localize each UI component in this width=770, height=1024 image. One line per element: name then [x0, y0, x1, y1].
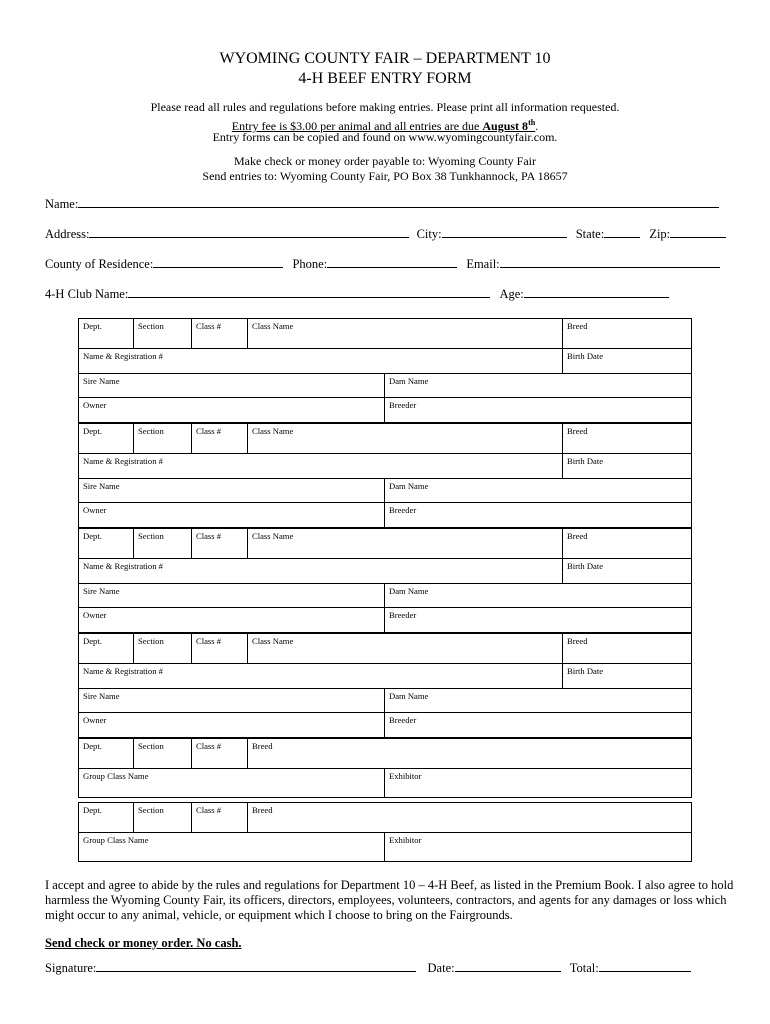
form-title-line1: WYOMING COUNTY FAIR – DEPARTMENT 10 [219, 50, 551, 67]
dam-name-cell[interactable]: Dam Name [389, 481, 429, 491]
name-row [45, 196, 719, 212]
entry-row-class [79, 529, 691, 559]
state-field[interactable] [604, 226, 640, 238]
group-row-name [79, 833, 691, 861]
owner-cell[interactable]: Owner [79, 503, 385, 527]
email-label: Email: [466, 257, 500, 271]
signature-field[interactable] [96, 960, 416, 972]
club-field[interactable] [128, 286, 490, 298]
name-label: Name: [45, 197, 79, 211]
signature-row [45, 960, 691, 976]
dept-cell[interactable]: Dept. [79, 634, 134, 663]
club-row [45, 286, 669, 302]
section-cell[interactable]: Section [134, 739, 192, 768]
phone-label: Phone: [292, 257, 328, 271]
county-row [45, 256, 720, 272]
entry-table [78, 423, 692, 528]
group-table [78, 738, 692, 798]
sire-name-cell[interactable]: Sire Name [79, 689, 385, 712]
class-name-cell[interactable]: Class Name [248, 424, 563, 453]
email-field[interactable] [500, 256, 720, 268]
exhibitor-cell[interactable]: Exhibitor [389, 835, 422, 845]
class-number-cell[interactable]: Class # [192, 739, 248, 768]
form-title-line2: 4-H BEEF ENTRY FORM [298, 70, 472, 87]
breeder-cell[interactable]: Breeder [389, 505, 417, 515]
address-row [45, 226, 726, 242]
name-field[interactable] [78, 196, 719, 208]
intro-line-website: Entry forms can be copied and found on www.wyomingcountyfair.com. [212, 130, 558, 144]
dam-name-cell[interactable]: Dam Name [389, 691, 429, 701]
section-cell[interactable]: Section [134, 634, 192, 663]
sire-name-cell[interactable]: Sire Name [79, 584, 385, 607]
entry-row-owner [79, 713, 691, 737]
intro-line-fee: Entry fee is $3.00 per animal and all entries are due August 8th. [231, 118, 539, 133]
address-field[interactable] [89, 226, 409, 238]
entry-row-owner [79, 398, 691, 422]
exhibitor-cell[interactable]: Exhibitor [389, 771, 422, 781]
breeder-cell[interactable]: Breeder [389, 715, 417, 725]
name-registration-cell[interactable]: Name & Registration # [79, 454, 563, 478]
entry-row-sire [79, 689, 691, 713]
entry-row-name [79, 454, 691, 479]
agreement-text: I accept and agree to abide by the rules and regulations for Department 10 – 4-H Beef, as listed in the Premium Book. I also agree to hold harmless the Wyoming County Fair, its officers, directors, employees, volunteers, contractors, and agents for any damages or loss which might occur to any animal, vehicle, or equipment which I choose to bring on the Fairgrounds. [45, 878, 734, 922]
class-name-cell[interactable]: Class Name [248, 319, 563, 348]
due-date: August 8th [482, 118, 536, 133]
age-field[interactable] [524, 286, 669, 298]
group-class-name-cell[interactable]: Group Class Name [79, 769, 385, 797]
group-row-class [79, 803, 691, 833]
class-number-cell[interactable]: Class # [192, 529, 248, 558]
intro-line-rules: Please read all rules and regulations before making entries. Please print all information requested. [150, 100, 620, 114]
section-cell[interactable]: Section [134, 529, 192, 558]
entry-row-name [79, 559, 691, 584]
entry-table [78, 528, 692, 633]
no-cash-notice: Send check or money order. No cash. [45, 936, 242, 950]
entry-table [78, 318, 692, 423]
city-field[interactable] [442, 226, 567, 238]
section-cell[interactable]: Section [134, 424, 192, 453]
entry-row-sire [79, 374, 691, 398]
breeder-cell[interactable]: Breeder [389, 610, 417, 620]
owner-cell[interactable]: Owner [79, 713, 385, 737]
birth-date-cell[interactable]: Birth Date [567, 561, 604, 571]
class-name-cell[interactable]: Class Name [248, 529, 563, 558]
class-number-cell[interactable]: Class # [192, 803, 248, 832]
date-field[interactable] [455, 960, 561, 972]
birth-date-cell[interactable]: Birth Date [567, 666, 604, 676]
dept-cell[interactable]: Dept. [79, 319, 134, 348]
breed-cell[interactable]: Breed [567, 531, 588, 541]
dam-name-cell[interactable]: Dam Name [389, 376, 429, 386]
dept-cell[interactable]: Dept. [79, 803, 134, 832]
total-field[interactable] [599, 960, 691, 972]
name-registration-cell[interactable]: Name & Registration # [79, 559, 563, 583]
entry-table [78, 633, 692, 738]
intro-line-send-to: Send entries to: Wyoming County Fair, PO Box 38 Tunkhannock, PA 18657 [202, 169, 568, 183]
birth-date-cell[interactable]: Birth Date [567, 351, 604, 361]
date-label: Date: [427, 961, 455, 975]
state-label: State: [575, 227, 605, 241]
club-label: 4-H Club Name: [45, 287, 129, 301]
name-registration-cell[interactable]: Name & Registration # [79, 349, 563, 373]
class-name-cell[interactable]: Class Name [248, 634, 563, 663]
county-label: County of Residence: [45, 257, 154, 271]
entry-row-class [79, 319, 691, 349]
dept-cell[interactable]: Dept. [79, 739, 134, 768]
breed-cell[interactable]: Breed [567, 426, 588, 436]
zip-label: Zip: [649, 227, 671, 241]
entry-row-name [79, 349, 691, 374]
address-label: Address: [45, 227, 90, 241]
total-label: Total: [569, 961, 599, 975]
birth-date-cell[interactable]: Birth Date [567, 456, 604, 466]
entry-row-owner [79, 503, 691, 527]
breed-cell[interactable]: Breed [252, 805, 273, 815]
section-cell[interactable]: Section [134, 803, 192, 832]
breeder-cell[interactable]: Breeder [389, 400, 417, 410]
entry-row-sire [79, 584, 691, 608]
zip-field[interactable] [670, 226, 726, 238]
class-number-cell[interactable]: Class # [192, 424, 248, 453]
fee-text: Entry fee is $3.00 per animal and all entries are due August 8th [231, 118, 536, 133]
city-label: City: [416, 227, 442, 241]
owner-cell[interactable]: Owner [79, 608, 385, 632]
signature-label: Signature: [45, 961, 97, 975]
section-cell[interactable]: Section [134, 319, 192, 348]
dept-cell[interactable]: Dept. [79, 424, 134, 453]
sire-name-cell[interactable]: Sire Name [79, 374, 385, 397]
class-number-cell[interactable]: Class # [192, 634, 248, 663]
breed-cell[interactable]: Breed [567, 636, 588, 646]
entry-row-owner [79, 608, 691, 632]
breed-cell[interactable]: Breed [567, 321, 588, 331]
breed-cell[interactable]: Breed [252, 741, 273, 751]
phone-field[interactable] [327, 256, 457, 268]
group-table [78, 802, 692, 862]
dam-name-cell[interactable]: Dam Name [389, 586, 429, 596]
entry-row-class [79, 424, 691, 454]
name-registration-cell[interactable]: Name & Registration # [79, 664, 563, 688]
sire-name-cell[interactable]: Sire Name [79, 479, 385, 502]
owner-cell[interactable]: Owner [79, 398, 385, 422]
group-class-name-cell[interactable]: Group Class Name [79, 833, 385, 861]
class-number-cell[interactable]: Class # [192, 319, 248, 348]
age-label: Age: [499, 287, 524, 301]
group-row-name [79, 769, 691, 797]
entry-row-class [79, 634, 691, 664]
intro-line-payable: Make check or money order payable to: Wyoming County Fair [234, 154, 536, 168]
group-row-class [79, 739, 691, 769]
county-field[interactable] [153, 256, 283, 268]
dept-cell[interactable]: Dept. [79, 529, 134, 558]
entry-row-name [79, 664, 691, 689]
entry-row-sire [79, 479, 691, 503]
